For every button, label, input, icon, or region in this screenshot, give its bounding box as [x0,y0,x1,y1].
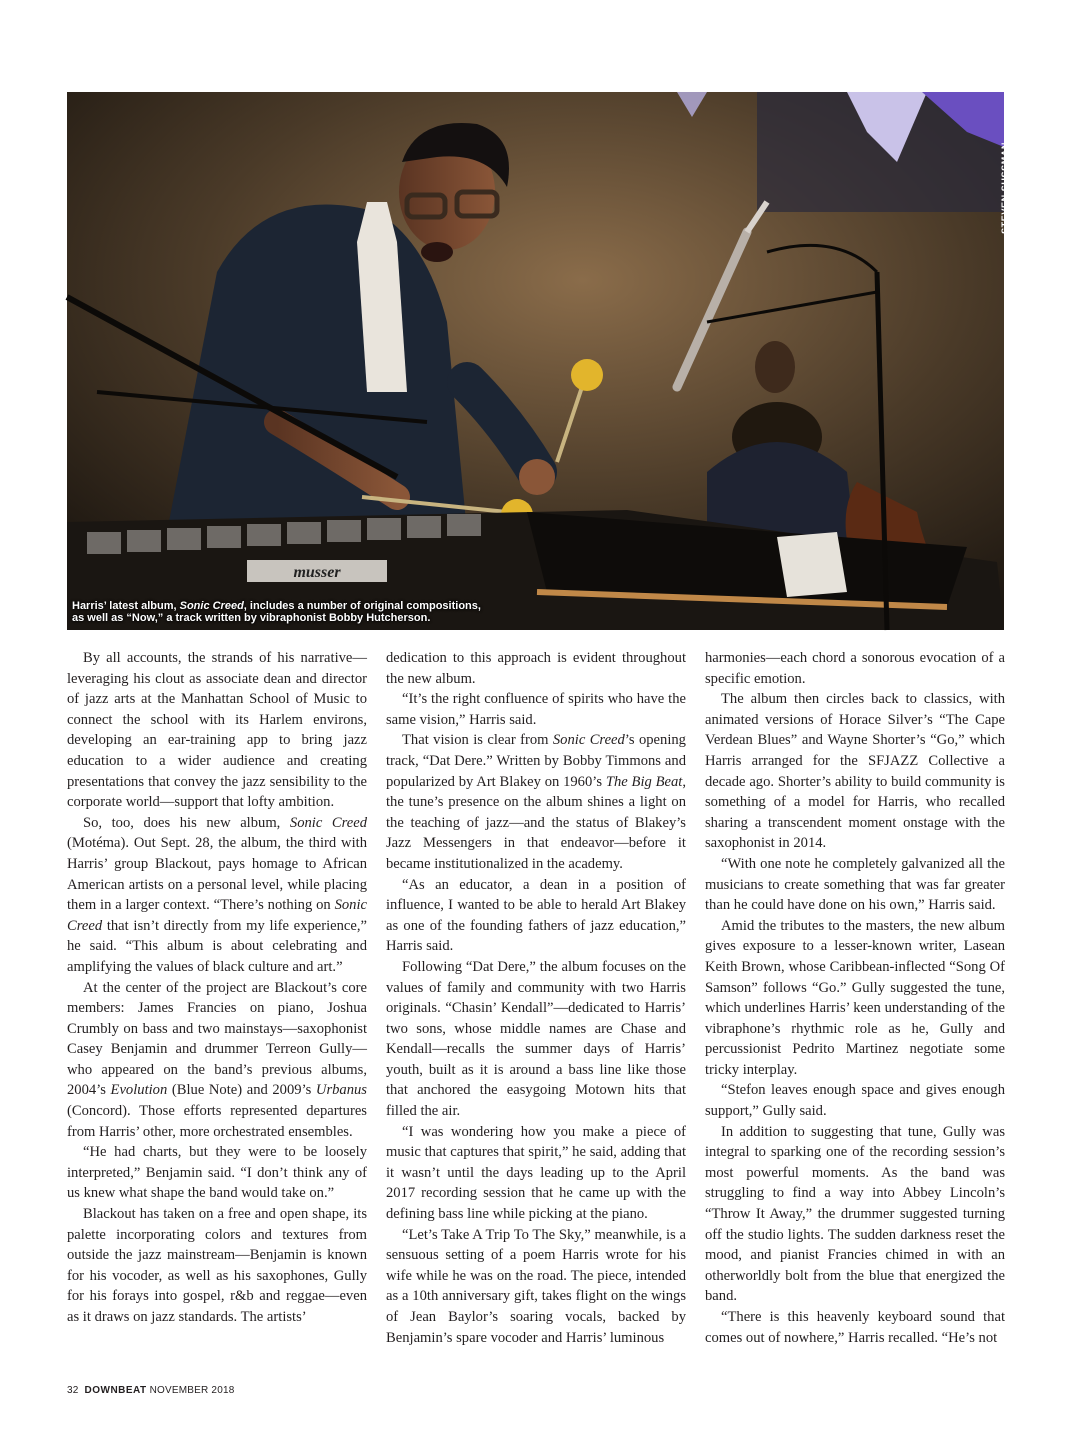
caption-text-lead: Harris’ latest album, [72,600,180,612]
photo-credit: STEVEN SUSSMAN [1000,142,1010,234]
article-paragraph: “With one note he completely galvanized all the musicians to create something that was far greater than he could have done on his own,” Harris said. [705,855,1005,914]
article-column-2 [386,648,686,1388]
article-paragraph: “There is this heavenly keyboard sound that comes out of nowhere,” Harris recalled. “He’s not [705,1309,1005,1346]
instrument-brand-label: musser [293,564,341,581]
vibraphonist-performance-image [67,92,1004,630]
article-paragraph: “Let’s Take A Trip To The Sky,” meanwhile, is a sensuous setting of a poem Harris wrote for his wife while he was on the road. The piece, intended as a 10th anniversary gift, takes flight on the wings of Jean Baylor’s soaring vocals, backed by Benjamin’s spare vocoder and Harris’ luminous [386,1226,686,1346]
article-paragraph: “I was wondering how you make a piece of music that captures that spirit,” he said, adding that it wasn’t until the days leading up to the April 2017 recording session that he came up with the defining bass line while picking at the piano. [386,1123,686,1223]
article-column-3 [705,648,1005,1388]
article-paragraph: The album then circles back to classics, with animated versions of Horace Silver’s “The Cape Verdean Blues” and Wayne Shorter’s “Go,” which Harris arranged for the SFJAZZ Collective a decade ago. Shorter’s ability to build community is something of a model for Harris, who recalled sharing a transcendent moment onstage with the saxophonist in 2014. [705,691,1005,852]
page-number: 32 [67,1385,79,1396]
hero-photo [67,92,1010,630]
article-paragraph: “He had charts, but they were to be loosely interpreted,” Benjamin said. “I don’t think any of us knew what shape the band would take on.” [67,1144,367,1202]
article-paragraph: So, too, does his new album, Sonic Creed (Motéma). Out Sept. 28, the album, the third with Harris’ group Blackout, pays homage to African American artists on a personal level, while placing them in a larger context. “There’s nothing on Sonic Creed that isn’t directly from my life experience,” he said. “This album is about celebrating and amplifying the values of black culture and art.” [67,814,367,975]
article-paragraph: harmonies—each chord a sonorous evocation of a specific emotion. [705,650,1005,687]
caption-text-rest: , includes a number of original compositions, as well as “Now,” a track written by vibraphonist Bobby Hutcherson. [72,600,481,624]
article-paragraph: Amid the tributes to the masters, the new album gives exposure to a lesser-known writer, Lasean Keith Brown, whose Caribbean-inflected “Song Of Samson” follows “Go.” Gully suggested the tune, which underlines Harris’ keen understanding of the vibraphone’s rhythmic role as he, Gully and percussionist Pedrito Martinez negotiate some tricky interplay. [705,917,1005,1078]
publication-name: DOWNBEAT [84,1385,147,1396]
article-paragraph: dedication to this approach is evident throughout the new album. [386,650,686,687]
article-paragraph: “Stefon leaves enough space and gives enough support,” Gully said. [705,1082,1005,1120]
article-paragraph: By all accounts, the strands of his narrative—leveraging his clout as associate dean and director of jazz arts at the Manhattan School of Music to connect the school with its Harlem environs, developing an ear-training app to bring jazz education to a wider audience and creating presentations that convey the jazz sensibility to the corporate world—support that lofty ambition. [67,650,367,811]
page-footer [67,1385,234,1396]
article-column-1 [67,648,367,1388]
article-paragraph: At the center of the project are Blackout’s core members: James Francies on piano, Joshua Crumbly on bass and two mainstays—saxophonist Casey Benjamin and drummer Terreon Gully—who appeared on the band’s previous albums, 2004’s Evolution (Blue Note) and 2009’s Urbanus (Concord). Those efforts represented departures from Harris’ other, more orchestrated ensembles. [67,979,367,1140]
article-paragraph: That vision is clear from Sonic Creed’s opening track, “Dat Dere.” Written by Bobby Timmons and popularized by Art Blakey on 1960’s The Big Beat, the tune’s presence on the album shines a light on the teaching of jazz—and the status of Blakey’s Jazz Messengers in that endeavor—before it became institutionalized in the academy. [386,732,686,872]
photo-caption [72,600,492,624]
article-paragraph: “As an educator, a dean in a position of influence, I wanted to be able to herald Art Blakey as one of the founding fathers of jazz education,” Harris said. [386,876,686,955]
article-paragraph: Following “Dat Dere,” the album focuses on the values of family and community with two Harris originals. “Chasin’ Kendall”—dedicated to Harris’ two sons, whose middle names are Chase and Kendall—recalls the summer days of Harris’ youth, built as it is around a bass line like those that anchored the easygoing Motown hits that filled the air. [386,958,686,1120]
article-paragraph: In addition to suggesting that tune, Gully was integral to sparking one of the recording session’s most powerful moments. As the band was struggling to find a way into Abbey Lincoln’s “Throw It Away,” the drummer suggested turning off the studio lights. The sudden darkness reset the mood, and pianist Francies chimed in with an otherworldly bolt from the blue that energized the band. [705,1123,1005,1305]
article-paragraph: Blackout has taken on a free and open shape, its palette incorporating colors and textures from outside the jazz mainstream—Benjamin is known for his vocoder, as well as his saxophones, Gully for his forays into gospel, r&b and reggae—even as it draws on jazz standards. The artists’ [67,1206,367,1325]
issue-date: NOVEMBER 2018 [149,1385,235,1396]
caption-album-title: Sonic Creed [179,600,244,612]
article-body [67,648,1005,1388]
article-paragraph: “It’s the right confluence of spirits who have the same vision,” Harris said. [386,691,686,728]
